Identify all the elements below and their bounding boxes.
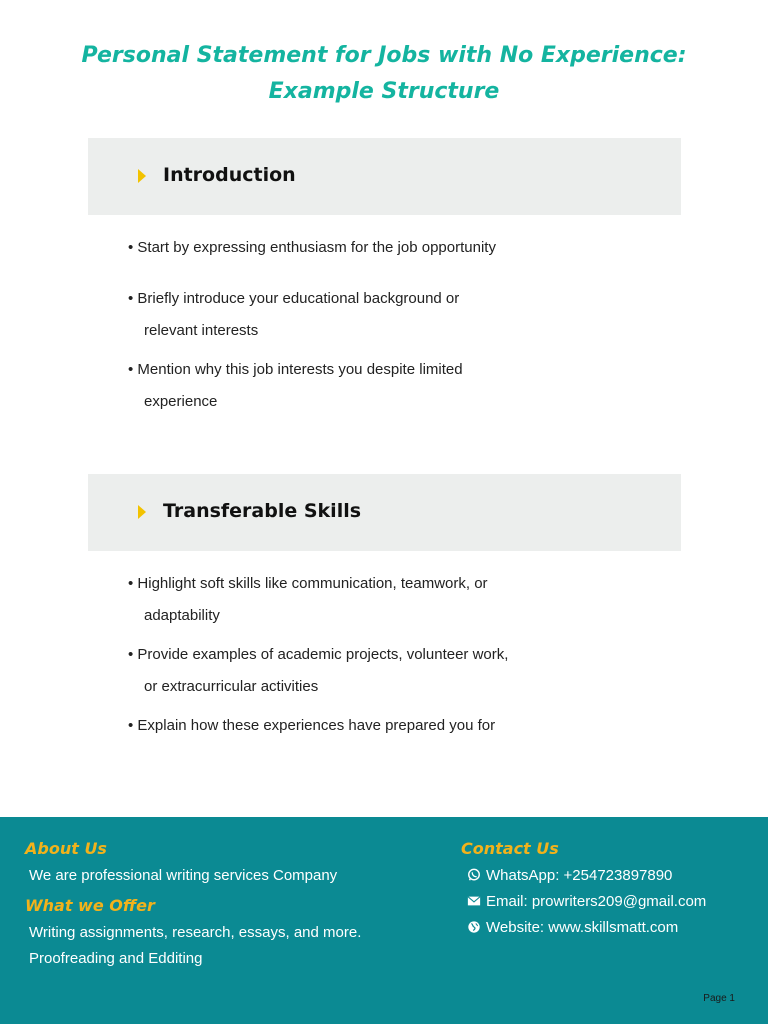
caret-right-icon bbox=[138, 505, 146, 519]
list-item-text: • Explain how these experiences have prepared you for bbox=[128, 717, 496, 734]
page-title: Personal Statement for Jobs with No Experience: Example Structure bbox=[81, 43, 687, 104]
offer-line: Writing assignments, research, essays, and more. bbox=[29, 924, 362, 941]
envelope-icon bbox=[467, 894, 481, 908]
section-header-transferable-skills bbox=[88, 474, 681, 551]
list-item bbox=[128, 354, 548, 418]
contact-email[interactable] bbox=[467, 889, 706, 915]
list-item bbox=[128, 710, 548, 742]
list-item bbox=[128, 283, 548, 347]
list-item-text: • Provide examples of academic projects, volunteer work, bbox=[128, 646, 509, 663]
list-item-text: • Mention why this job interests you despite limited bbox=[128, 361, 463, 378]
contact-whatsapp[interactable] bbox=[467, 863, 672, 889]
list-item-text-continued: experience bbox=[144, 393, 218, 410]
list-item-text: • Start by expressing enthusiasm for the job opportunity bbox=[128, 239, 496, 256]
list-item-text-continued: or extracurricular activities bbox=[144, 678, 319, 695]
contact-heading: Contact Us bbox=[461, 839, 559, 858]
caret-right-icon bbox=[138, 169, 146, 183]
list-item bbox=[128, 639, 548, 703]
list-item-text: • Highlight soft skills like communication, teamwork, or bbox=[128, 575, 488, 592]
about-heading: About Us bbox=[25, 839, 107, 858]
about-text: We are professional writing services Company bbox=[29, 867, 338, 884]
list-item-text-continued: adaptability bbox=[144, 607, 220, 624]
section-heading: Transferable Skills bbox=[163, 500, 362, 522]
list-item bbox=[128, 232, 548, 264]
page-number: Page 1 bbox=[703, 993, 735, 1004]
section-header-introduction bbox=[88, 138, 681, 215]
contact-website[interactable] bbox=[467, 915, 678, 941]
offer-heading: What we Offer bbox=[25, 896, 155, 915]
contact-text: Email: prowriters209@gmail.com bbox=[486, 893, 707, 910]
list-item bbox=[128, 568, 548, 632]
list-item-text-continued: relevant interests bbox=[144, 322, 259, 339]
whatsapp-icon bbox=[467, 868, 481, 882]
footer bbox=[0, 817, 768, 1024]
contact-text: WhatsApp: +254723897890 bbox=[486, 867, 673, 884]
section-heading: Introduction bbox=[163, 164, 296, 186]
offer-line: Proofreading and Edditing bbox=[29, 950, 203, 967]
list-item-text: • Briefly introduce your educational background or bbox=[128, 290, 460, 307]
globe-icon bbox=[467, 920, 481, 934]
contact-text: Website: www.skillsmatt.com bbox=[486, 919, 679, 936]
